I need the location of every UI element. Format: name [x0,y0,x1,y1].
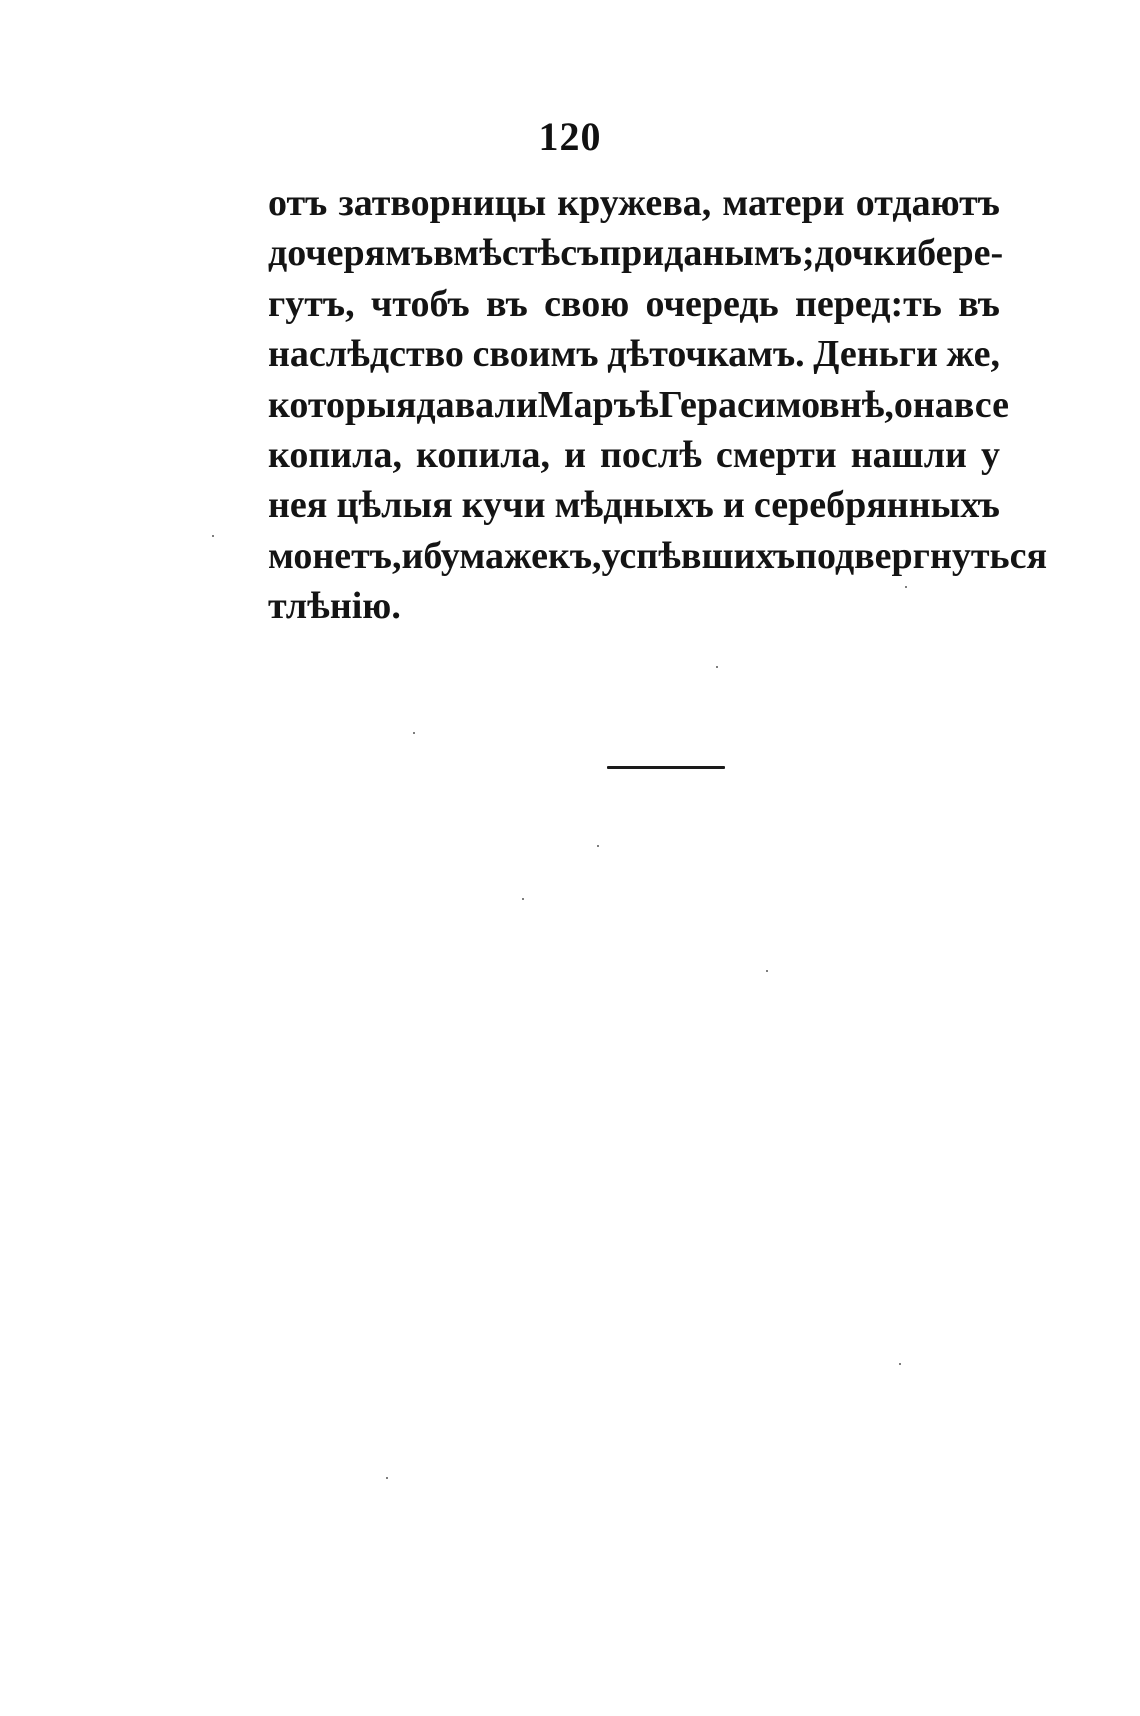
word: монетъ, [268,534,402,577]
print-speck [522,898,524,900]
word: смерти [715,433,837,476]
text-line [268,279,1000,329]
word: Деньги [813,333,938,376]
word: давали [416,383,538,426]
word: подвергнуться [795,534,1048,577]
word: съ [560,232,600,275]
word: тлѣнію. [268,585,401,628]
text-line [268,178,1000,228]
word: копила, [268,433,403,476]
text-line [268,581,1000,631]
word: копила, [416,433,551,476]
text-line [268,430,1000,480]
word: чтобъ [370,282,470,325]
text-line [268,228,1004,278]
print-speck [597,845,599,847]
word: она [893,383,954,426]
word: кружева, [557,182,712,224]
word: свою [544,282,630,325]
word: и [564,433,586,476]
word: Герасимовнѣ, [658,383,894,426]
word: мѣдныхъ [554,484,714,527]
word: дѣточкамъ. [607,333,805,376]
word: бере- [917,232,1004,275]
text-line [268,380,1009,430]
word: дочки [814,232,918,275]
word: бумажекъ, [423,534,602,577]
print-speck [716,666,718,668]
word: послѣ [599,433,702,476]
word: своимъ [472,333,599,376]
word: и [401,534,424,577]
word: и [722,484,745,527]
print-speck [212,535,214,537]
word: въ [958,282,1000,325]
print-speck [413,732,415,734]
print-speck [899,1363,901,1365]
text-line [268,329,1000,379]
word: у [980,433,1000,476]
body-text [268,178,1048,632]
word: приданымъ; [599,232,815,275]
word: Маръѣ [537,383,659,426]
word: цѣлыя [336,484,453,527]
word: въ [486,282,528,325]
word: гутъ, [268,282,355,325]
section-end-rule [607,766,725,769]
word: кучи [461,484,546,527]
print-speck [766,970,768,972]
word: же, [946,333,1000,376]
word: нашли [850,433,967,476]
word: перед:ть [795,282,942,325]
word: отдаютъ [855,182,1000,224]
print-speck [386,1477,388,1479]
word: дочерямъ [268,232,434,275]
word: вмѣстѣ [433,232,561,275]
word: матери [722,182,845,224]
word: отъ [268,182,328,224]
word: которыя [268,383,417,426]
word: нея [268,484,328,527]
word: серебрянныхъ [753,484,1000,527]
text-line [268,531,1048,581]
word: затворницы [338,182,547,224]
word: очередь [645,282,779,325]
print-speck [905,586,907,588]
word: успѣвшихъ [601,534,796,577]
page-number: 120 [538,114,602,159]
text-line [268,480,1000,530]
word: все [953,383,1009,426]
word: наслѣдство [268,333,464,376]
